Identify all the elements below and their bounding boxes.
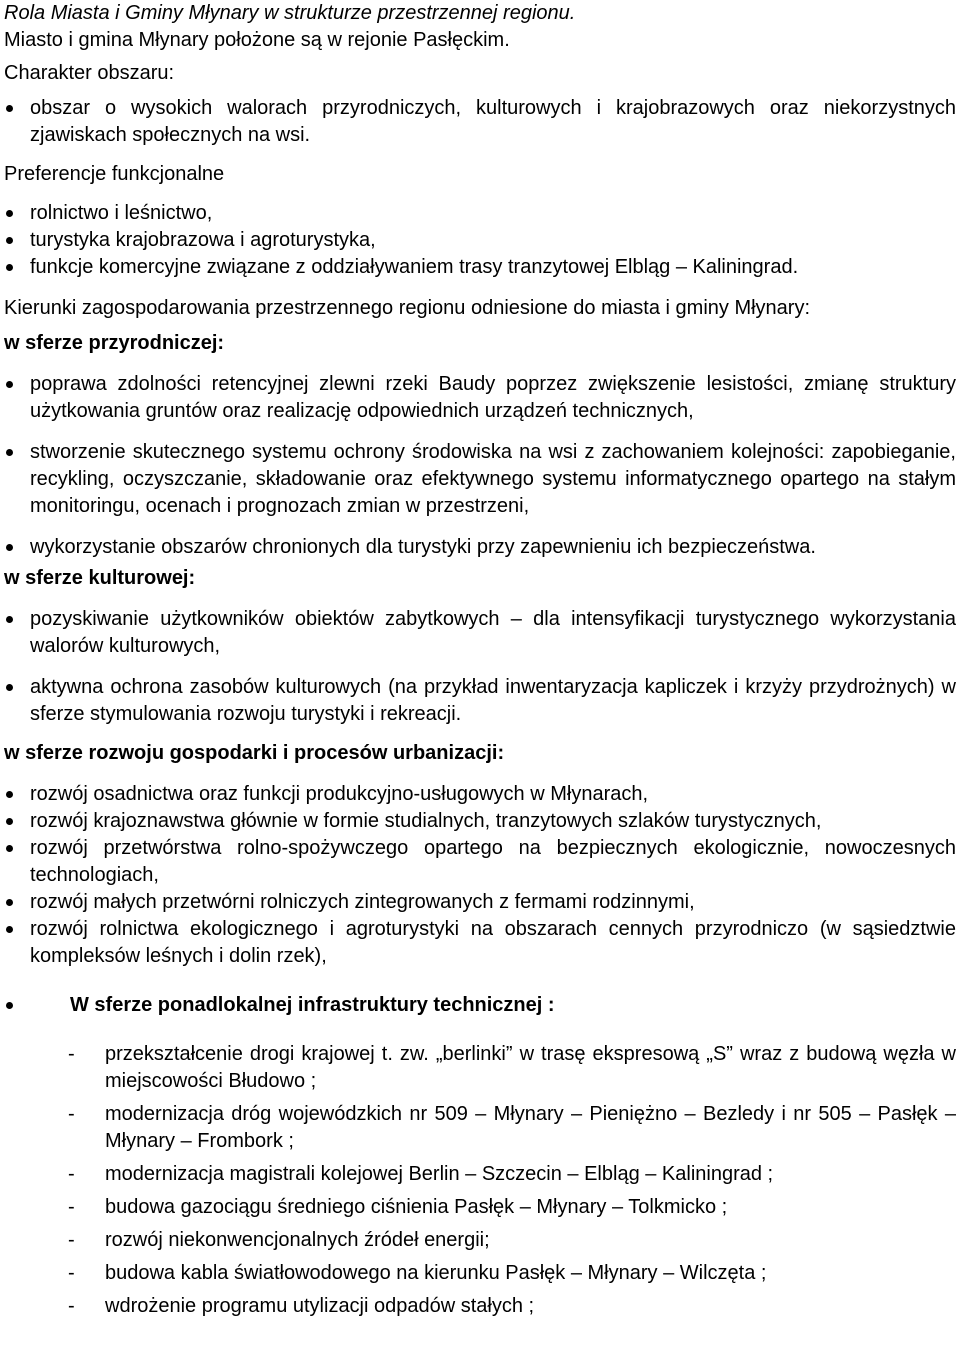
list-item: rozwój przetwórstwa rolno-spożywczego opartego na bezpiecznych ekologicznie, nowoczesnych technologiach, (4, 835, 956, 889)
list-item: - modernizacja dróg wojewódzkich nr 509 – Młynary – Pieniężno – Bezledy i nr 505 – Pasłęk – Młynary – Frombork ; (4, 1101, 956, 1155)
directions-label: Kierunki zagospodarowania przestrzennego regionu odniesione do miasta i gminy Młynary: (4, 297, 811, 319)
character-list (4, 95, 956, 149)
list-item: funkcje komercyjne związane z oddziaływaniem trasy tranzytowej Elbląg – Kaliningrad. (4, 254, 956, 281)
list-item: wykorzystanie obszarów chronionych dla turystyki przy zapewnieniu ich bezpieczeństwa. (4, 534, 956, 561)
list-item: poprawa zdolności retencyjnej zlewni rzeki Baudy poprzez zwiększenie lesistości, zmianę struktury użytkowania gruntów oraz realizację odpowiednich urządzeń technicznych, (4, 371, 956, 425)
nature-list (4, 371, 956, 561)
preferences-list (4, 200, 956, 281)
list-item: - wdrożenie programu utylizacji odpadów stałych ; (4, 1293, 956, 1320)
list-item: - przekształcenie drogi krajowej t. zw. „berlinki” w trasę ekspresową „S” wraz z budową węzła w miejscowości Błudowo ; (4, 1041, 956, 1095)
list-item: rozwój krajoznawstwa głównie w formie studialnych, tranzytowych szlaków turystycznych, (4, 808, 956, 835)
title-line-2: Miasto i gmina Młynary położone są w rejonie Pasłęckim. (4, 29, 510, 51)
list-item: aktywna ochrona zasobów kulturowych (na przykład inwentaryzacja kapliczek i krzyży przydrożnych) w sferze stymulowania rozwoju turystyki i rekreacji. (4, 674, 956, 728)
nature-heading: w sferze przyrodniczej: (4, 332, 225, 354)
list-item: - rozwój niekonwencjonalnych źródeł energii; (4, 1227, 956, 1254)
list-item: - budowa kabla światłowodowego na kierunku Pasłęk – Młynary – Wilczęta ; (4, 1260, 956, 1287)
list-item: stworzenie skutecznego systemu ochrony środowiska na wsi z zachowaniem kolejności: zapobieganie, recykling, oczyszczanie, składowanie oraz efektywnego systemu informatycznego opartego na stałym monitoringu, ocenach i prognozach zmian w przestrzeni, (4, 439, 956, 520)
infra-heading: W sferze ponadlokalnej infrastruktury technicznej : (4, 992, 956, 1019)
infra-list (4, 1041, 956, 1320)
preferences-label: Preferencje funkcjonalne (4, 163, 225, 185)
list-item: turystyka krajobrazowa i agroturystyka, (4, 227, 956, 254)
culture-list (4, 606, 956, 728)
list-item: - budowa gazociągu średniego ciśnienia Pasłęk – Młynary – Tolkmicko ; (4, 1194, 956, 1221)
list-item: rozwój małych przetwórni rolniczych zintegrowanych z fermami rodzinnymi, (4, 889, 956, 916)
list-item: - modernizacja magistrali kolejowej Berlin – Szczecin – Elbląg – Kaliningrad ; (4, 1161, 956, 1188)
infra-heading-list (4, 992, 956, 1019)
list-item: rozwój rolnictwa ekologicznego i agroturystyki na obszarach cennych przyrodniczo (w sąsiedztwie kompleksów leśnych i dolin rzek), (4, 916, 956, 970)
economy-heading: w sferze rozwoju gospodarki i procesów urbanizacji: (4, 742, 505, 764)
list-item: obszar o wysokich walorach przyrodniczych, kulturowych i krajobrazowych oraz niekorzystnych zjawiskach społecznych na wsi. (4, 95, 956, 149)
economy-list (4, 781, 956, 970)
list-item: rozwój osadnictwa oraz funkcji produkcyjno-usługowych w Młynarach, (4, 781, 956, 808)
list-item: pozyskiwanie użytkowników obiektów zabytkowych – dla intensyfikacji turystycznego wykorzystania walorów kulturowych, (4, 606, 956, 660)
list-item: rolnictwo i leśnictwo, (4, 200, 956, 227)
character-label: Charakter obszaru: (4, 62, 175, 84)
culture-heading: w sferze kulturowej: (4, 567, 196, 589)
title-line-1: Rola Miasta i Gminy Młynary w strukturze przestrzennej regionu. (4, 2, 576, 24)
